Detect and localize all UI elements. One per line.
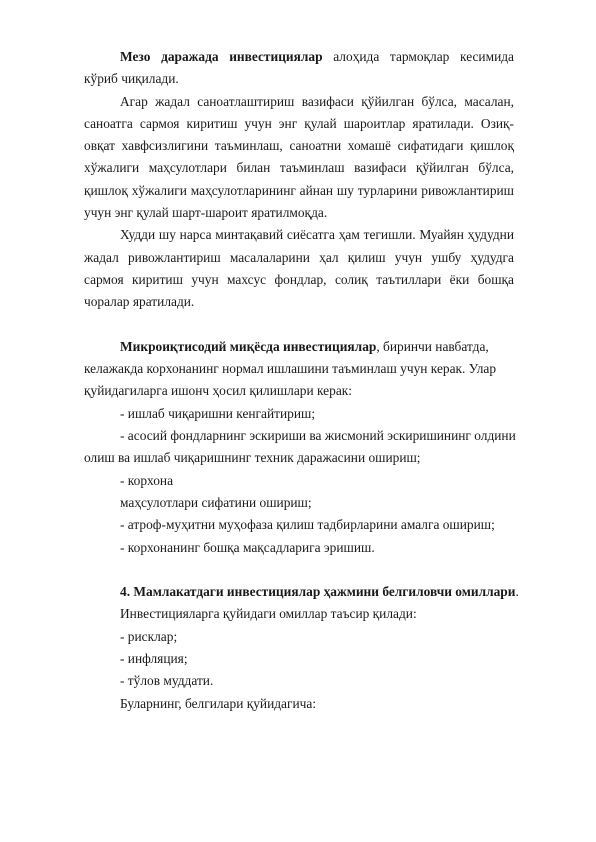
paragraph-regional: Худди шу нарса минтақавий сиёсатга ҳам тегишли. Муайян ҳудудни жадал ривожлантириш масалаларини ҳал қилиш учун ушбу ҳудудга сармоя киритиш учун махсус фондлар, солиқ таътиллари ёки бошқа чоралар яратилади. (84, 227, 514, 310)
micro-line-3: қуйидагиларга ишонч ҳосил қилишлари керак: (84, 383, 352, 399)
paragraph-mezo (84, 46, 514, 91)
paragraph-industry: Агар жадал саноатлаштириш вазифаси қўйилган бўлса, масалан, саноатга сармоя киритиш учун энг қулай шароитлар яратилади. Озиқ-овқат хавфсизлигини таъминлаш, саноатни хомашё сифатидаги қишлоқ хўжалиги маҳсулотлари билан таъминлаш вазифаси қўйилган бўлса, қишлоқ хўжалиги маҳсулотларининг айнан шу турларини ривожлантириш учун энг қулай шарт-шароит яратилмоқда. (84, 93, 514, 221)
micro-list-item: - атроф-муҳитни муҳофаза қилиш тадбирларини амалга ошириш; (120, 517, 495, 533)
micro-list-item: - ишлаб чиқаришни кенгайтириш; (120, 405, 316, 421)
micro-list-item-continued: олиш ва ишлаб чиқаришнинг техник даражасини ошириш; (84, 450, 421, 466)
document-page (84, 46, 519, 715)
section-4-intro: Инвестицияларга қуйидаги омиллар таъсир қилади: (120, 606, 417, 622)
spacer (84, 314, 514, 336)
micro-line-2: келажакда корхонанинг нормал ишлашини таъминлаш учун керак. Улар (84, 361, 497, 377)
term-micro: Микроиқтисодий миқёсда инвестициялар (120, 338, 377, 354)
section-4-heading-text: 4. Мамлакатдаги инвестициялар ҳажмини белгиловчи омиллари (120, 584, 516, 600)
micro-list-item: - асосий фондларнинг эскириши ва жисмоний эскиришининг олдини (120, 428, 516, 444)
factor-list-item: - тўлов муддати. (120, 673, 214, 689)
section-4-heading (84, 581, 519, 603)
factor-list-item: - инфляция; (120, 651, 188, 667)
term-mezo: Мезо даражада инвестициялар (120, 49, 323, 64)
micro-list-item: - корхона (120, 472, 174, 488)
micro-list-item-continued: маҳсулотлари сифатини ошириш; (120, 494, 312, 510)
spacer (84, 559, 514, 581)
section-4-closing: Буларнинг, белгилари қуйидагича: (120, 695, 317, 711)
micro-line-1 (84, 336, 514, 358)
micro-list-item: - корхонанинг бошқа мақсадларига эришиш. (120, 539, 375, 555)
factor-list-item: - рисклар; (120, 628, 178, 644)
section-4-heading-period: . (515, 584, 519, 600)
micro-line-1-text: , биринчи навбатда, (376, 338, 489, 354)
paragraph-mezo-text: алоҳида тармоқлар кесимида кўриб чиқилади. (84, 49, 514, 87)
